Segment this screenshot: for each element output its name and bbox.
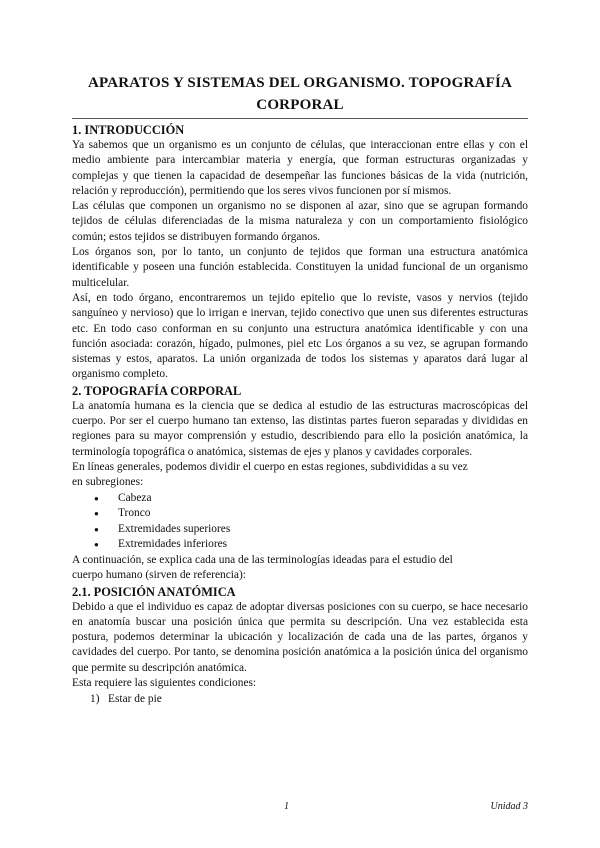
paragraph-line: cuerpo humano (sirven de referencia): <box>72 569 246 582</box>
list-item: ● Cabeza <box>106 491 528 507</box>
document-title: APARATOS Y SISTEMAS DEL ORGANISMO. TOPOGRAFÍA CORPORAL <box>87 75 513 113</box>
list-item: ● Tronco <box>106 506 528 522</box>
paragraph-line: En líneas generales, podemos dividir el cuerpo en estas regiones, subdivididas a su vez <box>72 460 468 473</box>
title-divider <box>72 118 528 119</box>
paragraph: Los órganos son, por lo tanto, un conjunto de tejidos que forman una estructura anatómica identificable y poseen una función establecida. Constituyen la unidad funcional de un organismo multicelular. <box>72 246 528 289</box>
paragraph: Esta requiere las siguientes condiciones: <box>72 676 257 689</box>
section-heading-topografia: 2. TOPOGRAFÍA CORPORAL <box>72 383 242 398</box>
section-heading-introduccion: 1. INTRODUCCIÓN <box>72 123 185 137</box>
paragraph: Así, en todo órgano, encontraremos un tejido epitelio que lo reviste, vasos y nervios (tejido sanguíneo y nervioso) que lo irrigan e inervan, tejido conectivo que unen sus diferentes estructuras etc. En todo caso conforman en su conjunto una estructura anatómica identificable y con una función asociada: corazón, hígado, pulmones, piel etc Los órganos a su vez, se agrupan formando sistemas y estos, aparatos. La unión organizada de todos los sistemas y aparatos dará lugar al organismo completo. <box>72 291 528 381</box>
paragraph-line: en subregiones: <box>72 476 144 489</box>
unit-label: Unidad 3 <box>490 801 528 812</box>
paragraph: Ya sabemos que un organismo es un conjunto de células, que interaccionan entre ellas y con el medio ambiente para intercambiar materia y energía, que forman estructuras organizadas y complejas y que tienen la capacidad de desempeñar las funciones básicas de la vida (nutrición, relación y reproducción), permitiendo que los seres vivos funcionen por sí mismos. <box>72 139 528 197</box>
section-heading-posicion-anatomica: 2.1. POSICIÓN ANATÓMICA <box>72 584 236 599</box>
paragraph: La anatomía humana es la ciencia que se dedica al estudio de las estructuras macroscópicas del cuerpo. Por ser el cuerpo humano tan extenso, las distintas partes fueron separadas y divididas en regiones para su mayor comprensión y estudio, describiendo para ello la posición anatómica, la terminología topográfica o anatómica, sistemas de ejes y planos y cavidades corporales. <box>72 399 528 458</box>
list-item: ● Extremidades superiores <box>106 522 528 538</box>
conditions-list <box>72 691 528 707</box>
page-number: 1 <box>284 801 289 812</box>
document-body <box>72 122 528 707</box>
list-item: ● Extremidades inferiores <box>106 537 528 553</box>
paragraph: Las células que componen un organismo no se disponen al azar, sino que se agrupan formando tejidos de células diferenciadas de la misma naturaleza y con un comportamiento fisiológico común; estos tejidos se distribuyen formando órganos. <box>72 200 528 243</box>
region-list <box>72 491 528 553</box>
paragraph: Debido a que el individuo es capaz de adoptar diversas posiciones con su cuerpo, se hace necesario en anatomía buscar una posición única que permita su descripción. Una vez establecida esta postura, podemos determinar la ubicación y localización de cada una de las partes, órganos y cavidades del cuerpo. Por tanto, se denomina posición anatómica a la posición única del organismo que permite su descripción anatómica. <box>72 600 528 674</box>
paragraph-line: A continuación, se explica cada una de las terminologías ideadas para el estudio del <box>72 553 453 566</box>
list-item: 1) Estar de pie <box>90 693 162 706</box>
